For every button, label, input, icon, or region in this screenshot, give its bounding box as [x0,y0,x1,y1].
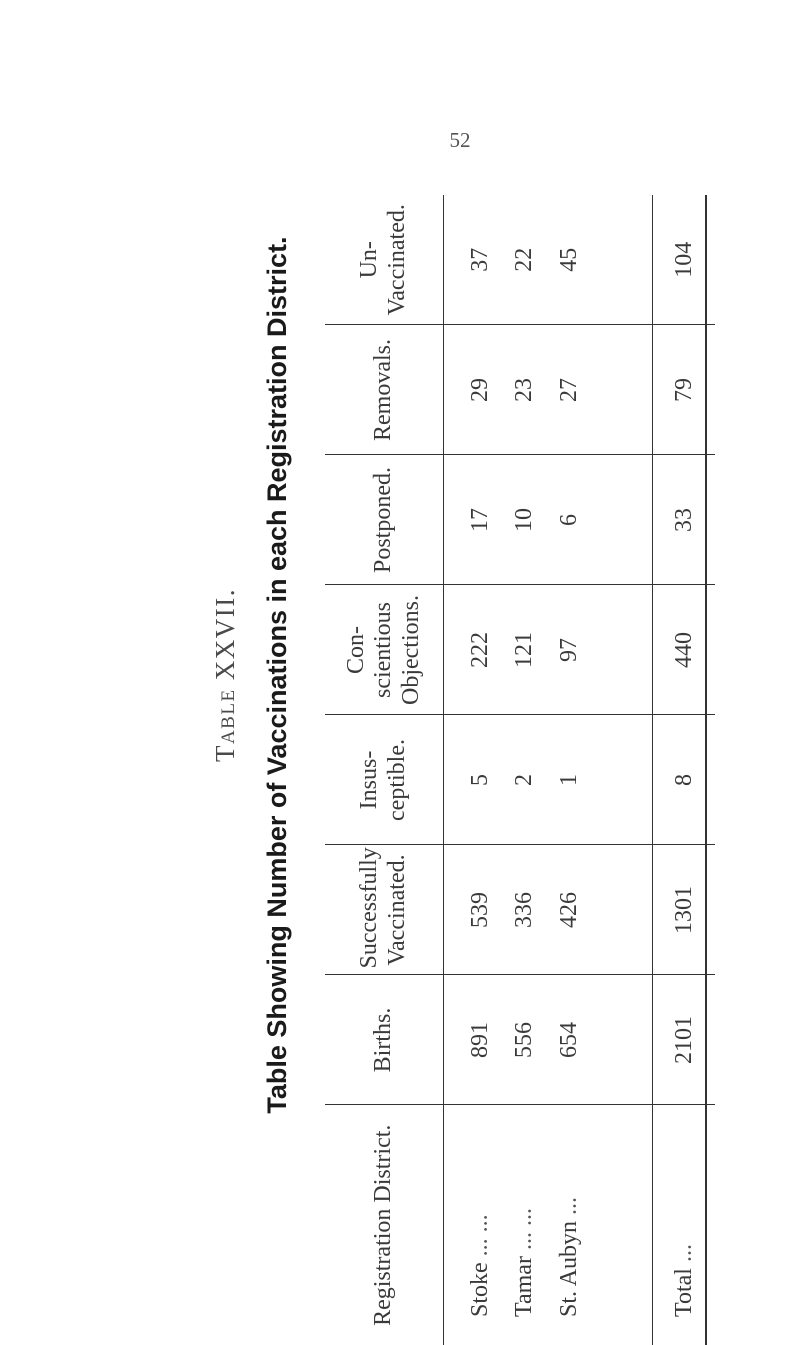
table-cell: 2 [511,774,538,786]
table-heading: Table Showing Number of Vaccinations in each Registration District. [262,236,292,1114]
vaccination-table [325,195,715,1345]
table-cell: 37 [467,247,493,272]
district-names-cell [444,1105,653,1345]
table-cell: 5 [467,774,493,786]
table-cell: 426 [555,892,582,928]
table-cell: 10 [511,508,538,532]
district-row-stoke: Stoke ... ... [467,1214,493,1317]
leader-dots: ... [555,1196,582,1215]
unvaccinated-cell [444,195,653,325]
table-cell: 654 [555,1022,582,1058]
col-header-removals: Removals. [325,325,444,455]
table-cell: 27 [555,378,582,402]
col-header-births: Births. [325,975,444,1105]
table-cell: 17 [467,508,493,532]
table-cell: 23 [511,378,538,402]
table-cell: 121 [511,632,538,668]
title-block [210,175,340,1175]
removals-cell [444,325,653,455]
total-conscientious-objections: 440 [652,585,715,715]
vaccination-table-wrapper [325,195,715,1345]
col-header-successfully-vaccinated: Successfully Vaccinated. [325,845,444,975]
total-insusceptible: 8 [652,715,715,845]
table-cell: 891 [467,1022,493,1058]
col-header-insusceptible: Insus-ceptible. [325,715,444,845]
leader-dots: ... ... [511,1208,538,1251]
header-row [325,195,444,1345]
page-number: 52 [449,128,471,152]
total-postponed: 33 [652,455,715,585]
conscientious-objections-cell [444,585,653,715]
district-row-st-aubyn: St. Aubyn ... [555,1196,582,1317]
table-cell: 556 [511,1022,538,1058]
table-cell: 45 [555,247,582,272]
total-removals: 79 [652,325,715,455]
leader-dots: ... [670,1244,697,1263]
postponed-cell [444,455,653,585]
total-births: 2101 [652,975,715,1105]
district-row-tamar: Tamar ... ... [511,1208,538,1317]
total-successfully-vaccinated: 1301 [652,845,715,975]
col-header-conscientious-objections: Con-scientious Objections. [325,585,444,715]
table-caption: Table XXVII. [210,587,240,763]
table-cell: 539 [467,892,493,928]
col-header-district: Registration District. [325,1105,444,1345]
table-cell: 29 [467,378,493,402]
table-cell: 97 [555,638,582,662]
table-cell: 6 [555,514,582,526]
table-cell: 336 [511,892,538,928]
table-cell: 1 [555,774,582,786]
total-unvaccinated: 104 [652,195,715,325]
col-header-postponed: Postponed. [325,455,444,585]
leader-dots: ... ... [467,1214,493,1257]
table-cell: 22 [511,247,538,272]
table-cell: 222 [467,632,493,668]
total-label-cell: Total ... [652,1105,715,1345]
insusceptible-cell [444,715,653,845]
data-rows [444,195,653,1345]
table-right-border [705,195,707,1345]
successfully-vaccinated-cell [444,845,653,975]
births-cell [444,975,653,1105]
col-header-unvaccinated: Un-Vaccinated. [325,195,444,325]
